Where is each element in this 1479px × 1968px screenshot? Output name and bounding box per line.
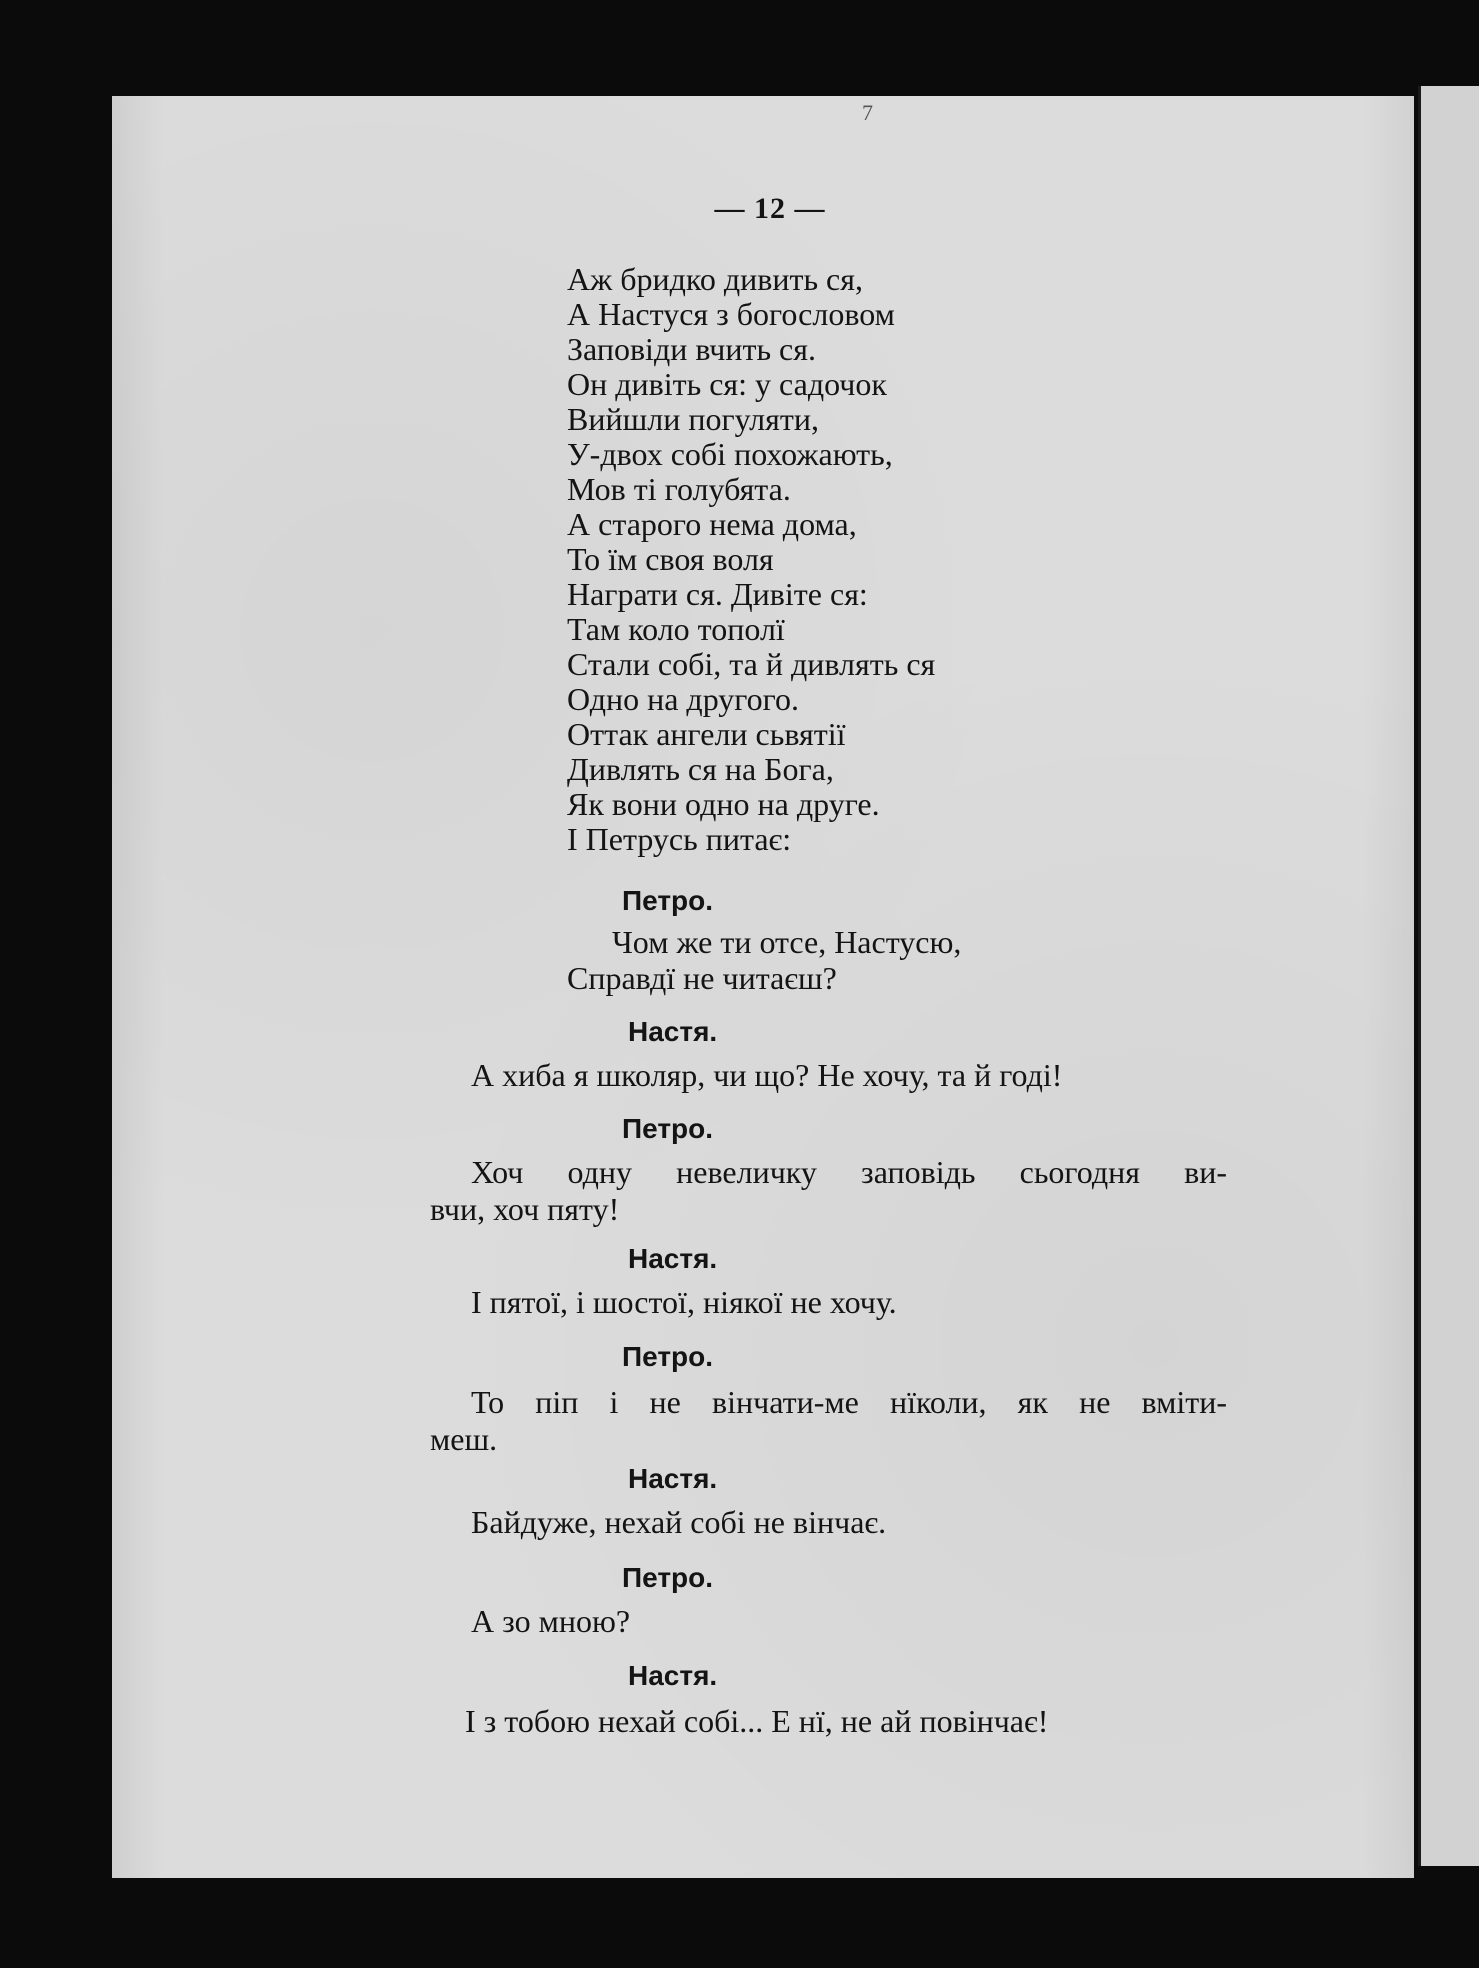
speaker-name: Настя. [628, 1463, 718, 1494]
page-number: — 12 — [714, 192, 826, 225]
dialogue-line: І з тобою нехай собі... Е нї, не ай повінчає! [465, 1703, 1049, 1739]
verse-line: У-двох собі похожають, [567, 436, 893, 472]
dialogue-line: Чом же ти отсе, Настусю, [612, 924, 962, 960]
verse-line: І Петрусь питає: [567, 821, 792, 857]
verse-line: Стали собі, та й дивлять ся [567, 646, 936, 682]
dialogue-line: І пятої, і шостої, ніякої не хочу. [471, 1284, 897, 1320]
speaker-name: Петро. [622, 1562, 714, 1593]
dialogue-paragraph [430, 1154, 1227, 1228]
dialogue-line: Хоч одну невеличку заповідь сьогодня ви- [471, 1154, 1227, 1190]
page-mark: 7 [862, 100, 873, 125]
verse-line: Як вони одно на друге. [567, 786, 880, 822]
verse-line: Дивлять ся на Бога, [567, 751, 834, 787]
speaker-name: Настя. [628, 1243, 718, 1274]
dialogue-paragraph [430, 1384, 1227, 1458]
verse-line: Он дивіть ся: у садочок [567, 366, 887, 402]
speaker-name: Настя. [628, 1016, 718, 1047]
verse-line: А старого нема дома, [567, 506, 857, 542]
dialogue-line: вчи, хоч пяту! [430, 1191, 620, 1227]
verse-line: Мов ті голубята. [567, 471, 791, 507]
speaker-name: Петро. [622, 1113, 714, 1144]
verse-line: Одно на другого. [567, 681, 799, 717]
dialogue-line: А хиба я школяр, чи що? Не хочу, та й годі! [471, 1057, 1063, 1093]
dialogue-line: Байдуже, нехай собі не вінчає. [471, 1504, 887, 1540]
verse-line: То їм своя воля [567, 541, 774, 577]
dialogue-line: То піп і не вінчати-ме нїколи, як не вміти- [471, 1384, 1227, 1420]
dialogue-line: Справдї не читаєш? [567, 960, 837, 996]
verse-line: А Настуся з богословом [567, 296, 895, 332]
verse-line: Там коло тополї [567, 611, 785, 647]
dialogue-line: меш. [430, 1421, 498, 1457]
dialogue-line: А зо мною? [471, 1603, 631, 1639]
speaker-name: Настя. [628, 1660, 718, 1691]
speaker-name: Петро. [622, 1341, 714, 1372]
verse-line: Заповіди вчить ся. [567, 331, 816, 367]
verse-line: Награти ся. Дивіте ся: [567, 576, 868, 612]
verse-line: Оттак ангели сьвятії [567, 716, 846, 752]
verse-block [567, 262, 935, 857]
verse-line: Аж бридко дивить ся, [567, 261, 863, 297]
next-page-edge [1418, 86, 1479, 1866]
verse-line: Вийшли погуляти, [567, 401, 819, 437]
speaker-name: Петро. [622, 885, 714, 916]
